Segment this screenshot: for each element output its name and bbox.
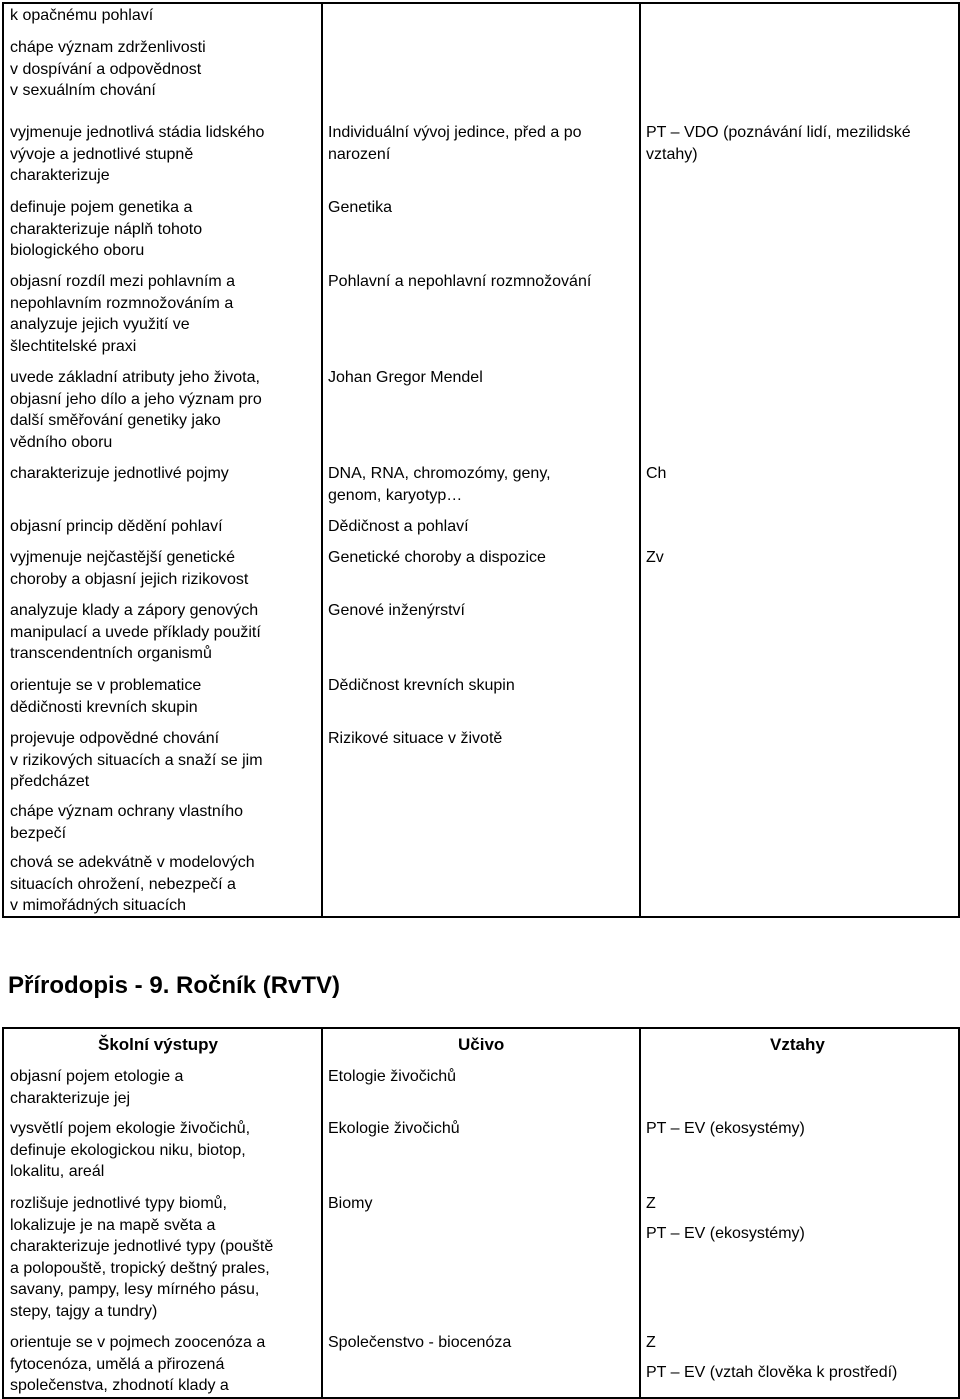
topic-cell: Genetické choroby a dispozice — [328, 549, 546, 566]
outcome-cell: k opačnému pohlaví — [10, 7, 154, 24]
outcome-cell: vysvětlí pojem ekologie živočichů, definuje ekologickou niku, biotop, lokalitu, areál — [10, 1120, 251, 1180]
outcome-cell: vyjmenuje nejčastější genetické choroby a objasní jejich rizikovost — [10, 549, 249, 588]
outcome-cell: definuje pojem genetika a charakterizuje náplň tohoto biologického oboru — [10, 199, 203, 259]
outcome-cell: objasní princip dědění pohlaví — [10, 518, 223, 535]
relation-cell: PT – EV (ekosystémy) — [646, 1225, 805, 1242]
topic-cell: Genetika — [328, 199, 393, 216]
relation-cell: PT – EV (vztah člověka k prostředí) — [646, 1364, 898, 1381]
topic-cell: Etologie živočichů — [328, 1068, 457, 1085]
outcome-cell: chová se adekvátně v modelových situacích ohrožení, nebezpečí a v mimořádných situacích — [10, 854, 255, 914]
relation-cell: Ch — [646, 465, 667, 482]
outcome-cell: orientuje se v pojmech zoocenóza a fytocenóza, umělá a přirozená společenstva, zhodnotí klady a — [10, 1334, 266, 1394]
curriculum-table-8 — [2, 2, 960, 918]
outcome-cell: analyzuje klady a zápory genových manipulací a uvede příklady použití transcendentních organismů — [10, 602, 261, 662]
outcome-cell: chápe význam ochrany vlastního bezpečí — [10, 803, 244, 842]
outcome-cell: vyjmenuje jednotlivá stádia lidského vývoje a jednotlivé stupně charakterizuje — [10, 124, 265, 184]
topic-cell: Biomy — [328, 1195, 373, 1212]
relation-cell: Zv — [646, 549, 664, 566]
column-divider — [639, 1029, 641, 1397]
header-relations: Vztahy — [770, 1035, 825, 1054]
outcome-cell: projevuje odpovědné chování v rizikových situacích a snaží se jim předcházet — [10, 730, 263, 790]
outcome-cell: rozlišuje jednotlivé typy biomů, lokalizuje je na mapě světa a charakterizuje jednotlivé typy (pouště a polopouště, tropický deštný prales, savany, pampy, lesy mírného pásu, stepy, tajgy a tundry) — [10, 1195, 274, 1320]
topic-cell: Genové inženýrství — [328, 602, 465, 619]
topic-cell: Dědičnost krevních skupin — [328, 677, 515, 694]
relation-cell: Z — [646, 1334, 656, 1351]
topic-cell: Individuální vývoj jedince, před a po narození — [328, 124, 582, 163]
outcome-cell: uvede základní atributy jeho života, objasní jeho dílo a jeho význam pro další směřování genetiky jako vědního oboru — [10, 369, 262, 451]
topic-cell: Společenstvo - biocenóza — [328, 1334, 512, 1351]
relation-cell: PT – EV (ekosystémy) — [646, 1120, 805, 1137]
outcome-cell: orientuje se v problematice dědičnosti krevních skupin — [10, 677, 202, 716]
outcome-cell: chápe význam zdrženlivosti v dospívání a odpovědnost v sexuálním chování — [10, 39, 206, 99]
outcome-cell: objasní pojem etologie a charakterizuje jej — [10, 1068, 184, 1107]
outcome-cell: objasní rozdíl mezi pohlavním a nepohlavním rozmnožováním a analyzuje jejich využití ve šlechtitelské praxi — [10, 273, 235, 355]
topic-cell: Pohlavní a nepohlavní rozmnožování — [328, 273, 592, 290]
outcome-cell: charakterizuje jednotlivé pojmy — [10, 465, 229, 482]
column-divider — [321, 1029, 323, 1397]
relation-cell: Z — [646, 1195, 656, 1212]
column-divider — [321, 4, 323, 916]
header-outcomes: Školní výstupy — [98, 1035, 218, 1054]
topic-cell: Ekologie živočichů — [328, 1120, 460, 1137]
relation-cell: PT – VDO (poznávání lidí, mezilidské vztahy) — [646, 124, 911, 163]
curriculum-table-9 — [2, 1027, 960, 1399]
topic-cell: Dědičnost a pohlaví — [328, 518, 469, 535]
section-title: Přírodopis - 9. Ročník (RvTV) — [8, 972, 341, 999]
header-topics: Učivo — [458, 1035, 505, 1054]
topic-cell: Johan Gregor Mendel — [328, 369, 483, 386]
column-divider — [639, 4, 641, 916]
topic-cell: Rizikové situace v životě — [328, 730, 503, 747]
topic-cell: DNA, RNA, chromozómy, geny, genom, karyotyp… — [328, 465, 551, 504]
